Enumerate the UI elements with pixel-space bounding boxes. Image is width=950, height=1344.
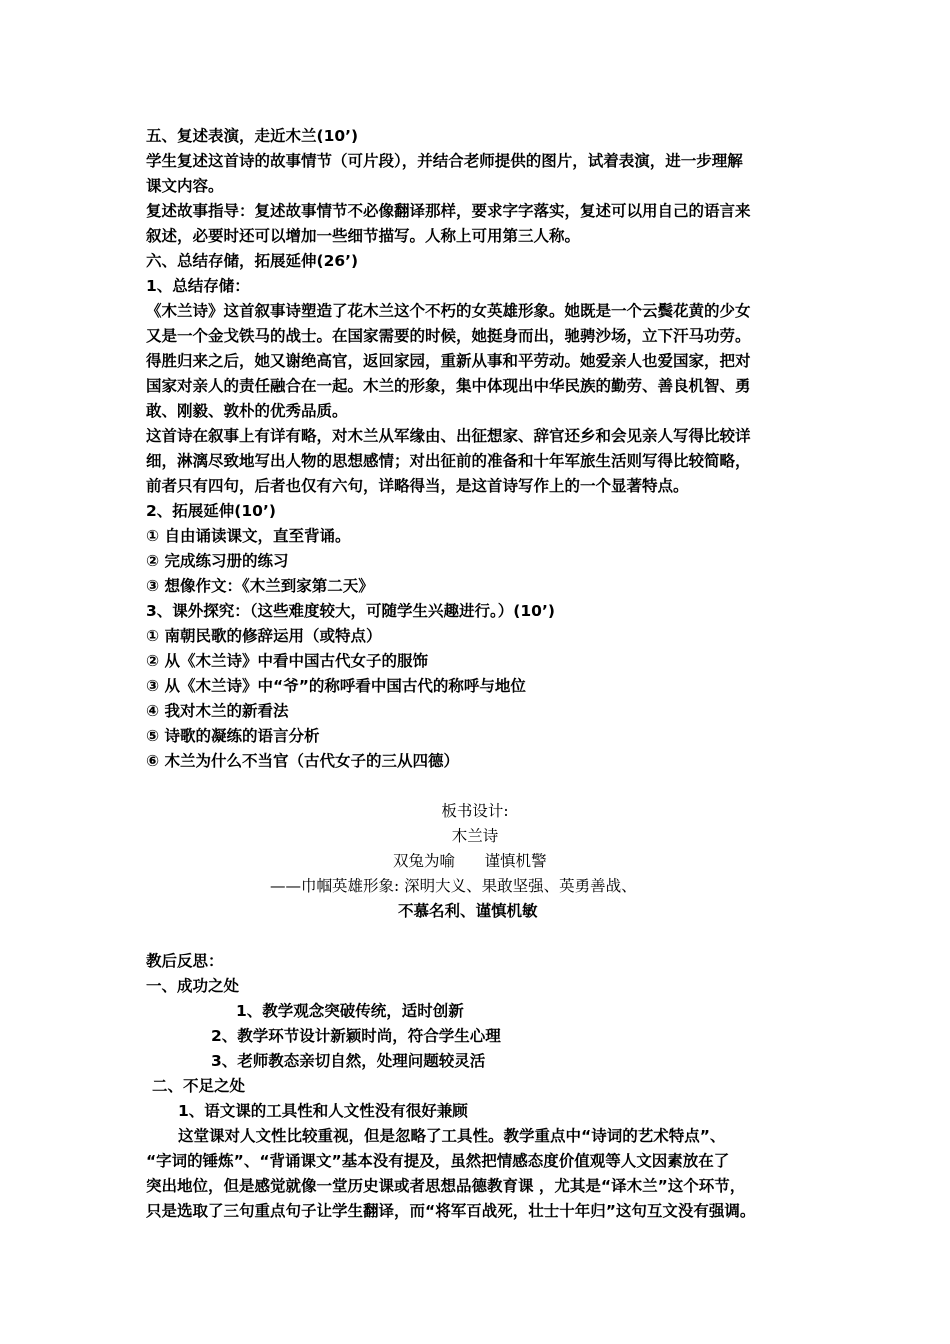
paragraph-line: 突出地位，但是感觉就像一堂历史课或者思想品德教育课 ，尤其是“译木兰”这个环节， <box>146 1177 746 1195</box>
list-item: ⑥ 木兰为什么不当官（古代女子的三从四德） <box>146 752 460 770</box>
list-item: ③ 想像作文：《木兰到家第二天》 <box>146 577 374 595</box>
board-poem-title: 木兰诗 <box>451 827 499 845</box>
board-line: ——巾帼英雄形象: 深明大义、果敢坚强、英勇善战、 <box>270 877 637 895</box>
paragraph-line: 只是选取了三句重点句子让学生翻译，而“将军百战死，壮士十年归”这句互文没有强调。 <box>146 1202 756 1220</box>
shortcoming-heading: 二、不足之处 <box>152 1077 246 1095</box>
paragraph-line: “字词的锤炼”、“背诵课文”基本没有提及，虽然把情感态度价值观等人文因素放在了 <box>146 1152 730 1170</box>
list-item: ④ 我对木兰的新看法 <box>146 702 289 720</box>
list-item: 3、老师教态亲切自然，处理问题较灵活 <box>211 1052 486 1070</box>
list-item: ① 自由诵读课文，直至背诵。 <box>146 527 351 545</box>
paragraph-line: 得胜归来之后，她又谢绝高官，返回家园，重新从事和平劳动。她爱亲人也爱国家，把对 <box>146 352 751 370</box>
paragraph-line: 这堂课对人文性比较重视，但是忽略了工具性。教学重点中“诗词的艺术特点”、 <box>178 1127 726 1145</box>
paragraph-line: 国家对亲人的责任融合在一起。木兰的形象，集中体现出中华民族的勤劳、善良机智、勇 <box>146 377 751 395</box>
list-item: ③ 从《木兰诗》中“爷”的称呼看中国古代的称呼与地位 <box>146 677 526 695</box>
paragraph-line: 叙述，必要时还可以增加一些细节描写。人称上可用第三人称。 <box>146 227 581 245</box>
paragraph-line: 又是一个金戈铁马的战士。在国家需要的时候，她挺身而出，驰骋沙场，立下汗马功劳。 <box>146 327 751 345</box>
paragraph-line: 学生复述这首诗的故事情节（可片段），并结合老师提供的图片，试着表演，进一步理解 <box>146 152 743 170</box>
list-item: ② 完成练习册的练习 <box>146 552 289 570</box>
success-heading: 一、成功之处 <box>146 977 240 995</box>
reflection-title: 教后反思： <box>146 952 224 970</box>
list-item: ⑤ 诗歌的凝练的语言分析 <box>146 727 320 745</box>
extend-heading: 2、拓展延伸(10’) <box>146 502 276 520</box>
paragraph-line: 前者只有四句，后者也仅有六句，详略得当，是这首诗写作上的一个显著特点。 <box>146 477 689 495</box>
paragraph-line: 复述故事指导：复述故事情节不必像翻译那样，要求字字落实，复述可以用自己的语言来 <box>146 202 751 220</box>
paragraph-line: 这首诗在叙事上有详有略，对木兰从军缘由、出征想家、辞官还乡和会见亲人写得比较详 <box>146 427 751 445</box>
list-item: 1、语文课的工具性和人文性没有很好兼顾 <box>178 1102 468 1120</box>
list-item: 2、教学环节设计新颖时尚，符合学生心理 <box>211 1027 501 1045</box>
list-item: 1、教学观念突破传统，适时创新 <box>236 1002 464 1020</box>
board-line: 不慕名利、谨慎机敏 <box>398 902 538 920</box>
paragraph-line: 课文内容。 <box>146 177 224 195</box>
section6-heading: 六、总结存储，拓展延伸(26’) <box>146 252 359 270</box>
board-line: 双兔为喻 谨慎机警 <box>393 852 547 870</box>
paragraph-line: 《木兰诗》这首叙事诗塑造了花木兰这个不朽的女英雄形象。她既是一个云鬓花黄的少女 <box>146 302 751 320</box>
section5-heading: 五、复述表演，走近木兰(10’) <box>146 127 359 145</box>
list-item: ② 从《木兰诗》中看中国古代女子的服饰 <box>146 652 429 670</box>
list-item: ① 南朝民歌的修辞运用（或特点） <box>146 627 382 645</box>
paragraph-line: 敢、刚毅、敦朴的优秀品质。 <box>146 402 348 420</box>
summary-heading: 1、总结存储： <box>146 277 250 295</box>
paragraph-line: 细，淋漓尽致地写出人物的思想感情；对出征前的准备和十年军旅生活则写得比较简略， <box>146 452 751 470</box>
board-title: 板书设计: <box>441 802 509 820</box>
explore-heading: 3、课外探究：（这些难度较大，可随学生兴趣进行。）(10’) <box>146 602 555 620</box>
